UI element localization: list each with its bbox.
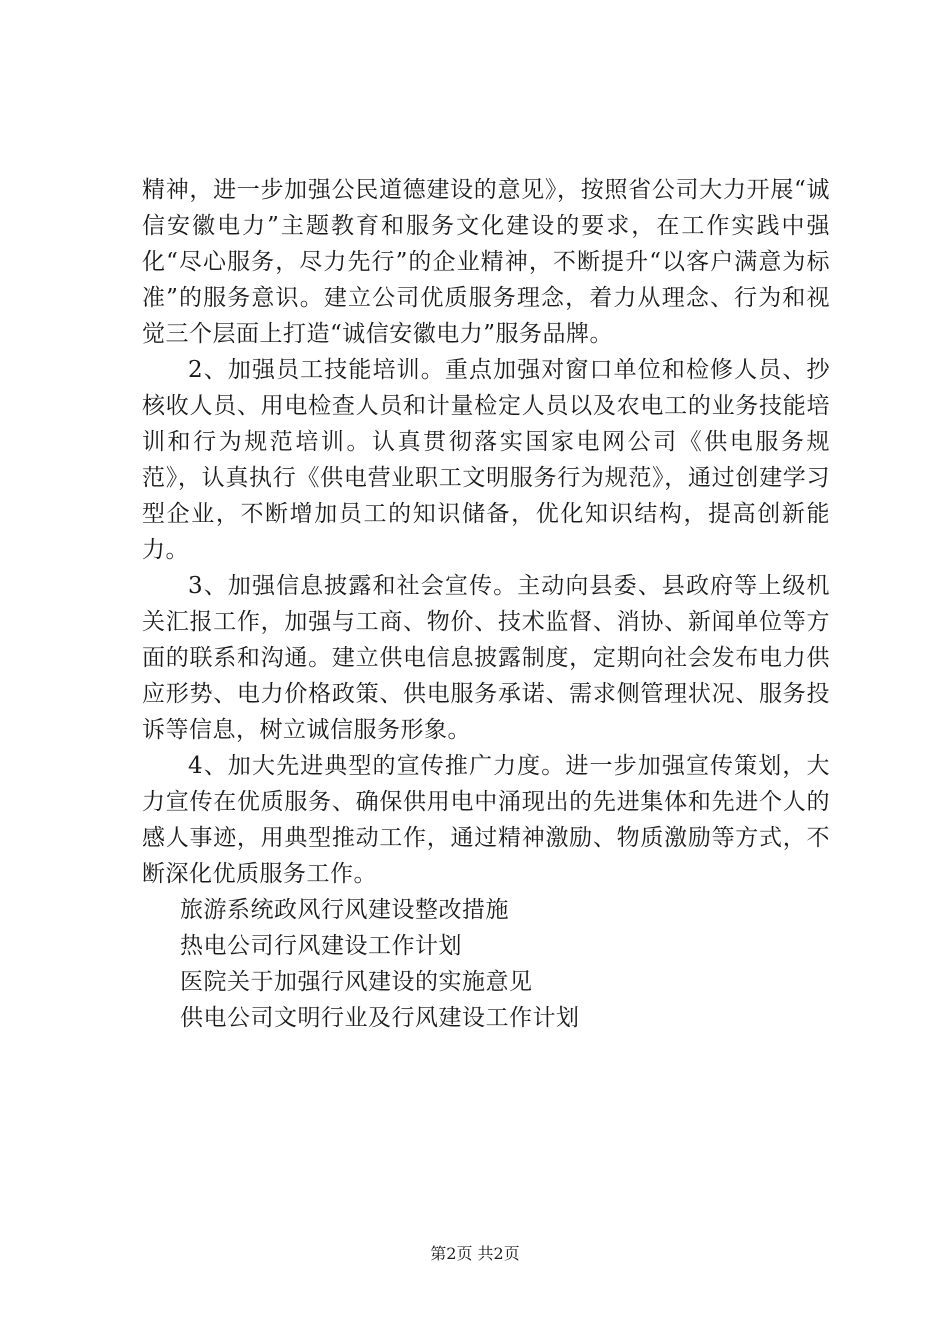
document-body (142, 172, 830, 1036)
page-number-footer: 第2页 共2页 (430, 1244, 520, 1263)
paragraph-continuation: 精神，进一步加强公民道德建设的意见》，按照省公司大力开展“诚信安徽电力”主题教育和服务文化建设的要求，在工作实践中强化“尽心服务，尽力先行”的企业精神，不断提升“以客户满意为标准”的服务意识。建立公司优质服务理念，着力从理念、行为和视觉三个层面上打造“诚信安徽电力”服务品牌。 (142, 177, 830, 347)
related-title-2[interactable]: 热电公司行风建设工作计划 (180, 933, 462, 959)
paragraph-item-3: 3、加强信息披露和社会宣传。主动向县委、县政府等上级机关汇报工作，加强与工商、物价、技术监督、消协、新闻单位等方面的联系和沟通。建立供电信息披露制度，定期向社会发布电力供应形势、电力价格政策、供电服务承诺、需求侧管理状况、服务投诉等信息，树立诚信服务形象。 (142, 573, 830, 743)
paragraph-item-2: 2、加强员工技能培训。重点加强对窗口单位和检修人员、抄核收人员、用电检查人员和计量检定人员以及农电工的业务技能培训和行为规范培训。认真贯彻落实国家电网公司《供电服务规范》，认真执行《供电营业职工文明服务行为规范》，通过创建学习型企业，不断增加员工的知识储备，优化知识结构，提高创新能力。 (142, 357, 830, 563)
related-title-4[interactable]: 供电公司文明行业及行风建设工作计划 (180, 1005, 580, 1031)
related-title-1[interactable]: 旅游系统政风行风建设整改措施 (180, 897, 509, 923)
related-title-3[interactable]: 医院关于加强行风建设的实施意见 (180, 969, 533, 995)
paragraph-item-4: 4、加大先进典型的宣传推广力度。进一步加强宣传策划，大力宣传在优质服务、确保供用电中涌现出的先进集体和先进个人的感人事迹，用典型推动工作，通过精神激励、物质激励等方式，不断深化优质服务工作。 (142, 753, 830, 887)
